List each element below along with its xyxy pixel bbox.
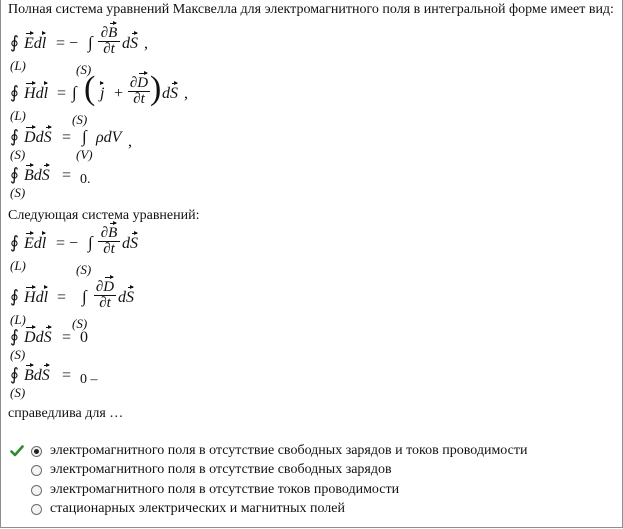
answer-label: электромагнитного поля в отсутствие свободных зарядов и токов проводимости: [50, 443, 528, 458]
equation-gauss-electric: ∮ DdS = ∫ ρdV , (S) (V): [10, 127, 132, 162]
radio-button[interactable]: [31, 504, 42, 515]
answer-label: стационарных электрических и магнитных полей: [50, 501, 345, 516]
check-icon: [10, 444, 24, 458]
answer-option[interactable]: [10, 442, 570, 460]
reduced-equation-faraday: ∮ Edl = − ∫ $\frac{\partial B}{\partial t}$ dS (L) (S): [10, 225, 138, 277]
reduced-equation-gauss-magnetic: ∮ BdS = 0 – (S): [10, 365, 98, 400]
radio-button[interactable]: [31, 485, 42, 496]
radio-button[interactable]: [31, 446, 42, 457]
answer-option[interactable]: [10, 500, 570, 518]
question-intro: Полная система уравнений Максвелла для электромагнитного поля в интегральной форме имеет вид:: [8, 2, 614, 17]
reduced-equation-ampere: ∮ Hdl = ∫ $\frac{\partial D}{\partial t}$ dS (L) (S): [10, 279, 134, 331]
reduced-equation-gauss-electric: ∮ DdS = 0 (S): [10, 327, 88, 362]
radio-button[interactable]: [31, 465, 42, 476]
answer-label: электромагнитного поля в отсутствие свободных зарядов: [50, 462, 392, 477]
answer-option[interactable]: [10, 481, 570, 499]
equation-gauss-magnetic: ∮ BdS = 0. (S): [10, 165, 91, 200]
equation-ampere: ∮ Hdl = ∫ ( j + $\frac{\partial D}{\partial t}$ ) dS , (L) (S): [10, 70, 188, 127]
following-label: Следующая система уравнений:: [8, 208, 200, 223]
valid-for-label: справедлива для …: [8, 406, 124, 421]
equation-faraday: ∮ Edl = − ∫ $\frac{\partial B}{\partial t}$ dS , (L) (S): [10, 25, 148, 77]
answer-label: электромагнитного поля в отсутствие токов проводимости: [50, 482, 400, 497]
answer-option[interactable]: [10, 461, 570, 479]
